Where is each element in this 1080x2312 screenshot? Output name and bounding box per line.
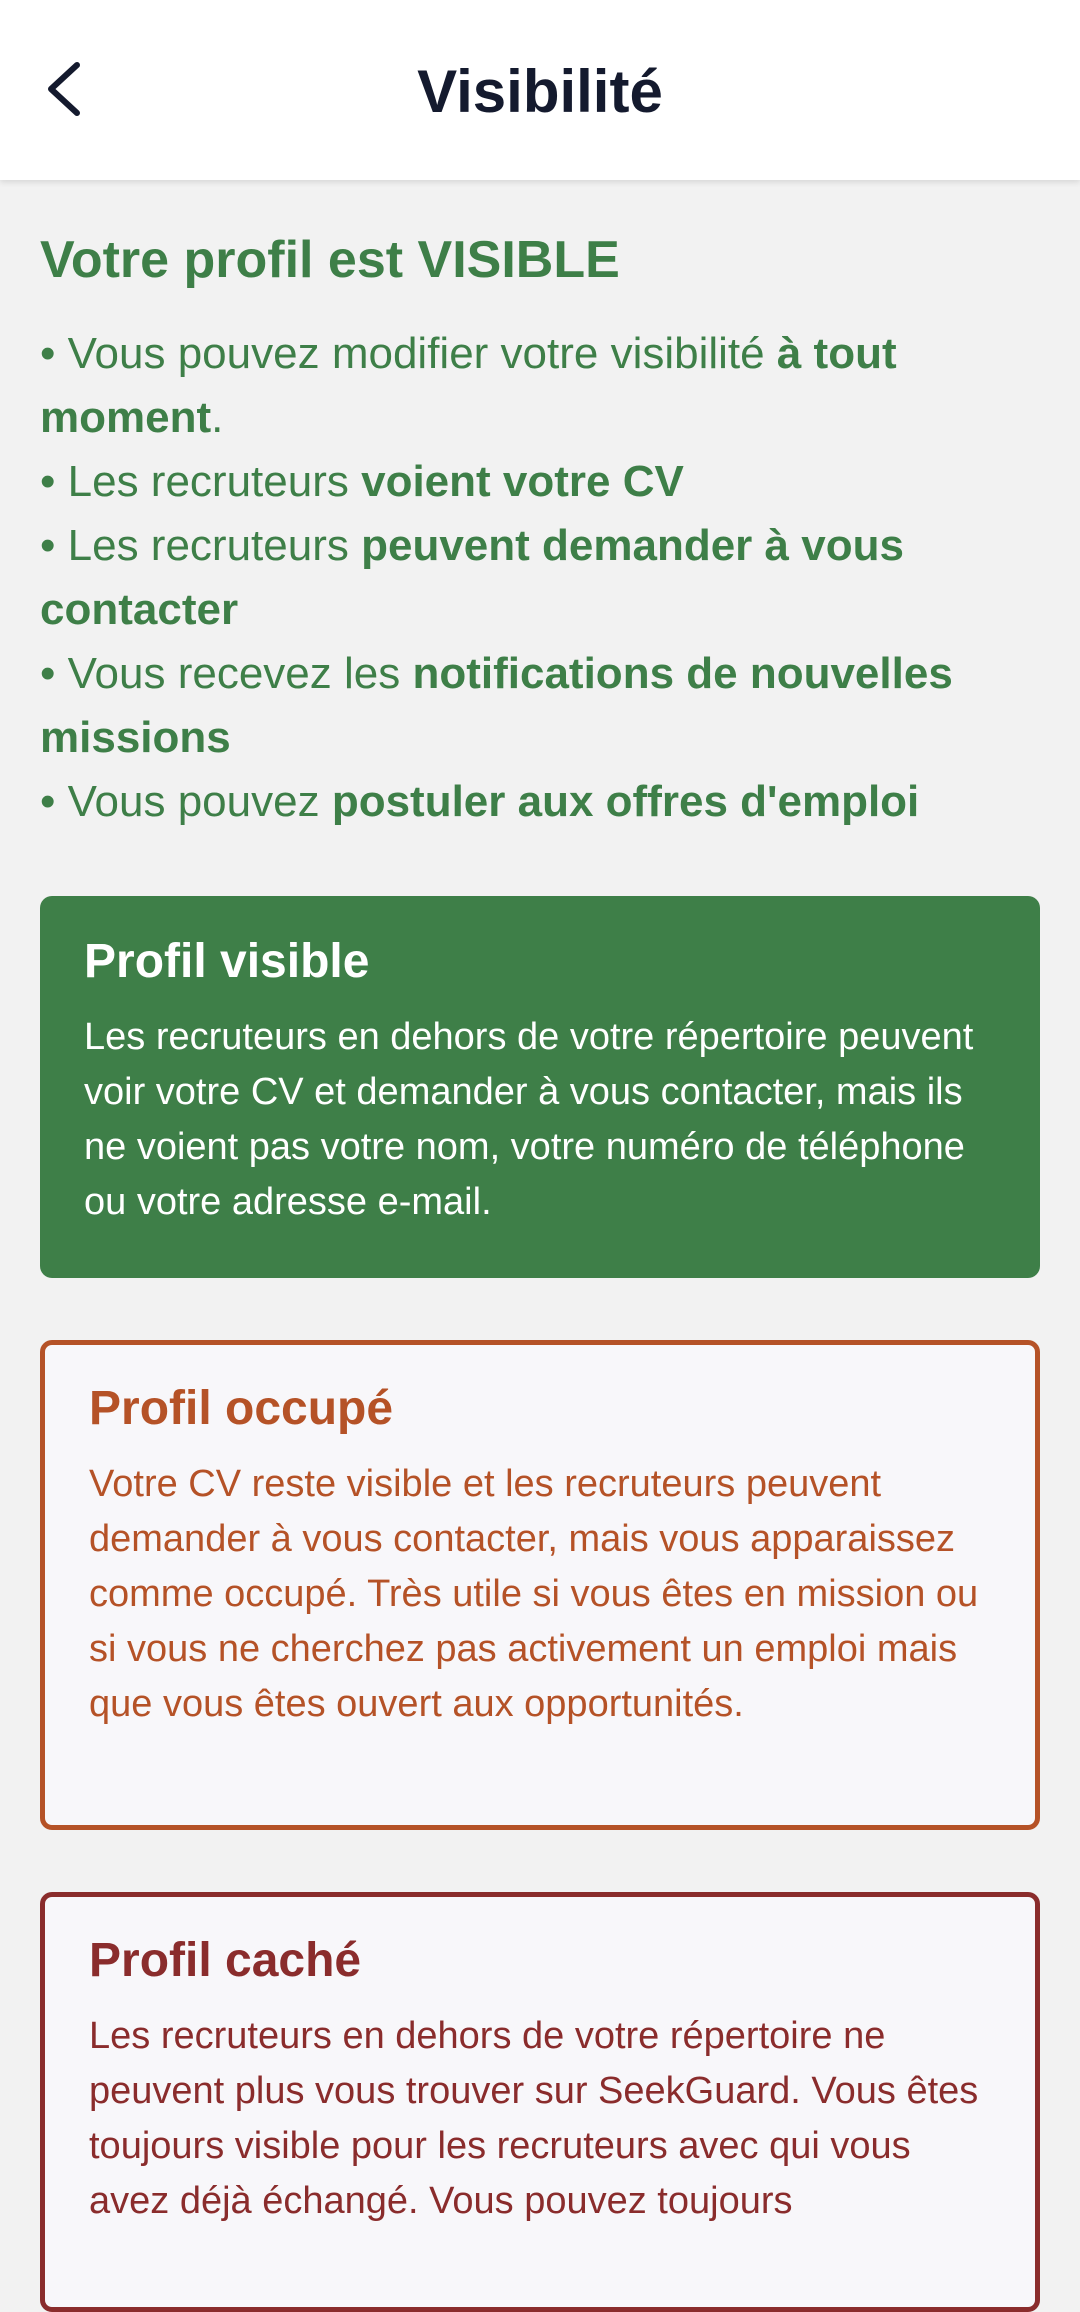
option-title: Profil occupé <box>89 1382 394 1435</box>
benefit-item: • Les recruteurs peuvent demander à vous contacter <box>40 521 904 634</box>
option-description: Votre CV reste visible et les recruteurs peuvent demander à vous contacter, mais vous apparaissez comme occupé. Très utile si vous êtes en mission ou si vous ne cherchez pas activement un emploi mais que vous êtes ouvert aux opportunités. <box>89 1463 979 1725</box>
benefit-item: • Vous pouvez modifier votre visibilité à tout moment. <box>40 329 897 442</box>
option-busy-profile[interactable] <box>40 1340 1040 1830</box>
top-app-bar <box>0 0 1080 180</box>
option-title: Profil visible <box>84 935 370 988</box>
option-description: Les recruteurs en dehors de votre répertoire ne peuvent plus vous trouver sur SeekGuard. Vous êtes toujours visible pour les recruteurs avec qui vous avez déjà échangé. Vous pouvez toujours <box>89 2015 979 2222</box>
option-title: Profil caché <box>89 1934 362 1987</box>
benefit-item: • Vous pouvez postuler aux offres d'emploi <box>40 777 920 826</box>
visibility-benefits-list <box>40 322 1040 834</box>
visibility-status-title: Votre profil est VISIBLE <box>40 231 620 289</box>
option-hidden-profile[interactable] <box>40 1892 1040 2312</box>
visibility-content <box>40 180 1040 2312</box>
option-visible-profile[interactable] <box>40 896 1040 1278</box>
benefit-item: • Vous recevez les notifications de nouvelles missions <box>40 649 953 762</box>
page-title: Visibilité <box>417 58 663 125</box>
option-description: Les recruteurs en dehors de votre répertoire peuvent voir votre CV et demander à vous contacter, mais ils ne voient pas votre nom, votre numéro de téléphone ou votre adresse e-mail. <box>84 1016 974 1223</box>
benefit-item: • Les recruteurs voient votre CV <box>40 457 684 506</box>
